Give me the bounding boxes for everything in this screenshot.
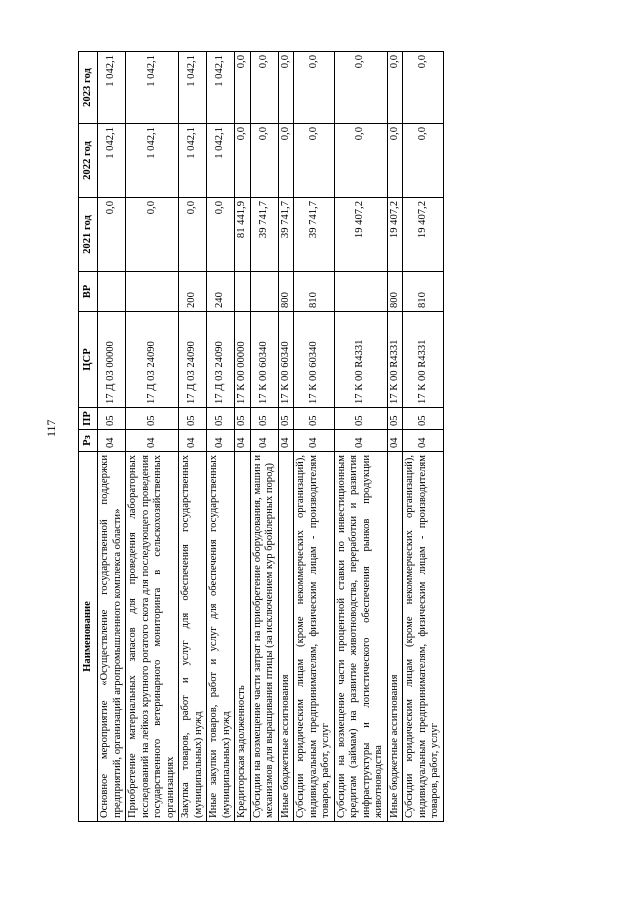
cell-pr: 05	[278, 408, 294, 430]
cell-rz: 04	[334, 430, 387, 452]
header-pr: ПР	[79, 408, 98, 430]
cell-2023: 1 042,1	[179, 52, 207, 124]
cell-2022: 1 042,1	[207, 124, 235, 198]
cell-2023: 0,0	[250, 52, 278, 124]
cell-2022: 1 042,1	[126, 124, 179, 198]
cell-name: Иные бюджетные ассигнования	[278, 452, 294, 822]
cell-2023: 0,0	[278, 52, 294, 124]
table-row	[250, 52, 278, 822]
cell-vr	[250, 272, 278, 312]
header-2021: 2021 год	[79, 198, 98, 272]
cell-vr: 800	[278, 272, 294, 312]
table-row	[98, 52, 126, 822]
cell-2021: 39 741,7	[278, 198, 294, 272]
table-row	[179, 52, 207, 822]
cell-rz: 04	[387, 430, 403, 452]
cell-2021: 19 407,2	[334, 198, 387, 272]
cell-2023: 1 042,1	[207, 52, 235, 124]
cell-name: Основное мероприятие «Осуществление государственной поддержки предприятий, организаций агропромышленного комплекса области»	[98, 452, 126, 822]
cell-2023: 0,0	[235, 52, 251, 124]
cell-2022: 0,0	[294, 124, 335, 198]
cell-csr: 17 К 00 60340	[250, 312, 278, 408]
cell-2023: 1 042,1	[98, 52, 126, 124]
cell-pr: 05	[294, 408, 335, 430]
header-2022: 2022 год	[79, 124, 98, 198]
cell-rz: 04	[126, 430, 179, 452]
cell-vr: 200	[179, 272, 207, 312]
cell-pr: 05	[235, 408, 251, 430]
table-row	[207, 52, 235, 822]
cell-csr: 17 Д 03 24090	[179, 312, 207, 408]
cell-2021: 0,0	[207, 198, 235, 272]
cell-pr: 05	[207, 408, 235, 430]
cell-2023: 0,0	[387, 52, 403, 124]
cell-2023: 0,0	[334, 52, 387, 124]
table-row	[278, 52, 294, 822]
cell-2022: 0,0	[403, 124, 444, 198]
table-row	[235, 52, 251, 822]
cell-vr: 810	[294, 272, 335, 312]
cell-rz: 04	[250, 430, 278, 452]
cell-2022: 1 042,1	[98, 124, 126, 198]
cell-vr	[334, 272, 387, 312]
cell-vr	[235, 272, 251, 312]
cell-vr: 800	[387, 272, 403, 312]
cell-csr: 17 К 00 60340	[294, 312, 335, 408]
cell-2021: 0,0	[126, 198, 179, 272]
cell-2022: 0,0	[250, 124, 278, 198]
table-header-row	[79, 52, 98, 822]
cell-name: Субсидии на возмещение части затрат на приобретение оборудования, машин и механизмов для выращивания птицы (за исключением кур бройлерных пород)	[250, 452, 278, 822]
cell-csr: 17 К 00 R4331	[403, 312, 444, 408]
cell-name: Иные бюджетные ассигнования	[387, 452, 403, 822]
cell-2021: 39 741,7	[250, 198, 278, 272]
cell-2022: 0,0	[387, 124, 403, 198]
header-name: Наименование	[79, 452, 98, 822]
cell-vr: 810	[403, 272, 444, 312]
cell-pr: 05	[334, 408, 387, 430]
cell-rz: 04	[98, 430, 126, 452]
cell-name: Иные закупки товаров, работ и услуг для обеспечения государственных (муниципальных) нужд	[207, 452, 235, 822]
cell-2022: 0,0	[278, 124, 294, 198]
rotated-table-container	[78, 52, 524, 822]
cell-csr: 17 К 00 00000	[235, 312, 251, 408]
cell-name: Субсидии на возмещение части процентной ставки по инвестиционным кредитам (займам) на развитие животноводства, переработки и развития инфраструктуры и логистического обеспечения рынков продукции животноводства	[334, 452, 387, 822]
cell-name: Приобретение материальных запасов для проведения лабораторных исследований на лейкоз крупного рогатого скота для последующего проведения государственного ветеринарного мониторинга в сельскохозяйственных организациях	[126, 452, 179, 822]
budget-table	[78, 51, 444, 822]
table-row	[126, 52, 179, 822]
cell-vr	[126, 272, 179, 312]
cell-2021: 19 407,2	[387, 198, 403, 272]
cell-pr: 05	[403, 408, 444, 430]
cell-2021: 0,0	[98, 198, 126, 272]
header-2023: 2023 год	[79, 52, 98, 124]
cell-pr: 05	[98, 408, 126, 430]
cell-vr: 240	[207, 272, 235, 312]
cell-2022: 0,0	[334, 124, 387, 198]
cell-2023: 0,0	[403, 52, 444, 124]
cell-vr	[98, 272, 126, 312]
cell-name: Субсидии юридическим лицам (кроме некоммерческих организаций), индивидуальным предпринимателям, физическим лицам - производителям товаров, работ, услуг	[294, 452, 335, 822]
cell-2023: 1 042,1	[126, 52, 179, 124]
cell-2022: 1 042,1	[179, 124, 207, 198]
table-row	[387, 52, 403, 822]
table-row	[334, 52, 387, 822]
cell-pr: 05	[250, 408, 278, 430]
cell-csr: 17 К 00 R4331	[387, 312, 403, 408]
table-row	[294, 52, 335, 822]
cell-csr: 17 Д 03 00000	[98, 312, 126, 408]
page-number: 117	[44, 419, 58, 437]
cell-rz: 04	[403, 430, 444, 452]
cell-csr: 17 Д 03 24090	[126, 312, 179, 408]
cell-name: Субсидии юридическим лицам (кроме некоммерческих организаций), индивидуальным предпринимателям, физическим лицам - производителям товаров, работ, услуг	[403, 452, 444, 822]
table-row	[403, 52, 444, 822]
cell-rz: 04	[207, 430, 235, 452]
cell-rz: 04	[179, 430, 207, 452]
cell-rz: 04	[294, 430, 335, 452]
cell-2023: 0,0	[294, 52, 335, 124]
cell-pr: 05	[387, 408, 403, 430]
header-rz: Рз	[79, 430, 98, 452]
cell-2021: 0,0	[179, 198, 207, 272]
cell-2021: 19 407,2	[403, 198, 444, 272]
cell-csr: 17 Д 03 24090	[207, 312, 235, 408]
cell-pr: 05	[126, 408, 179, 430]
cell-name: Кредиторская задолженность	[235, 452, 251, 822]
header-csr: ЦСР	[79, 312, 98, 408]
cell-csr: 17 К 00 R4331	[334, 312, 387, 408]
cell-rz: 04	[235, 430, 251, 452]
cell-2021: 81 441,9	[235, 198, 251, 272]
header-vr: ВР	[79, 272, 98, 312]
cell-rz: 04	[278, 430, 294, 452]
cell-2022: 0,0	[235, 124, 251, 198]
cell-2021: 39 741,7	[294, 198, 335, 272]
cell-pr: 05	[179, 408, 207, 430]
cell-csr: 17 К 00 60340	[278, 312, 294, 408]
cell-name: Закупка товаров, работ и услуг для обеспечения государственных (муниципальных) нужд	[179, 452, 207, 822]
